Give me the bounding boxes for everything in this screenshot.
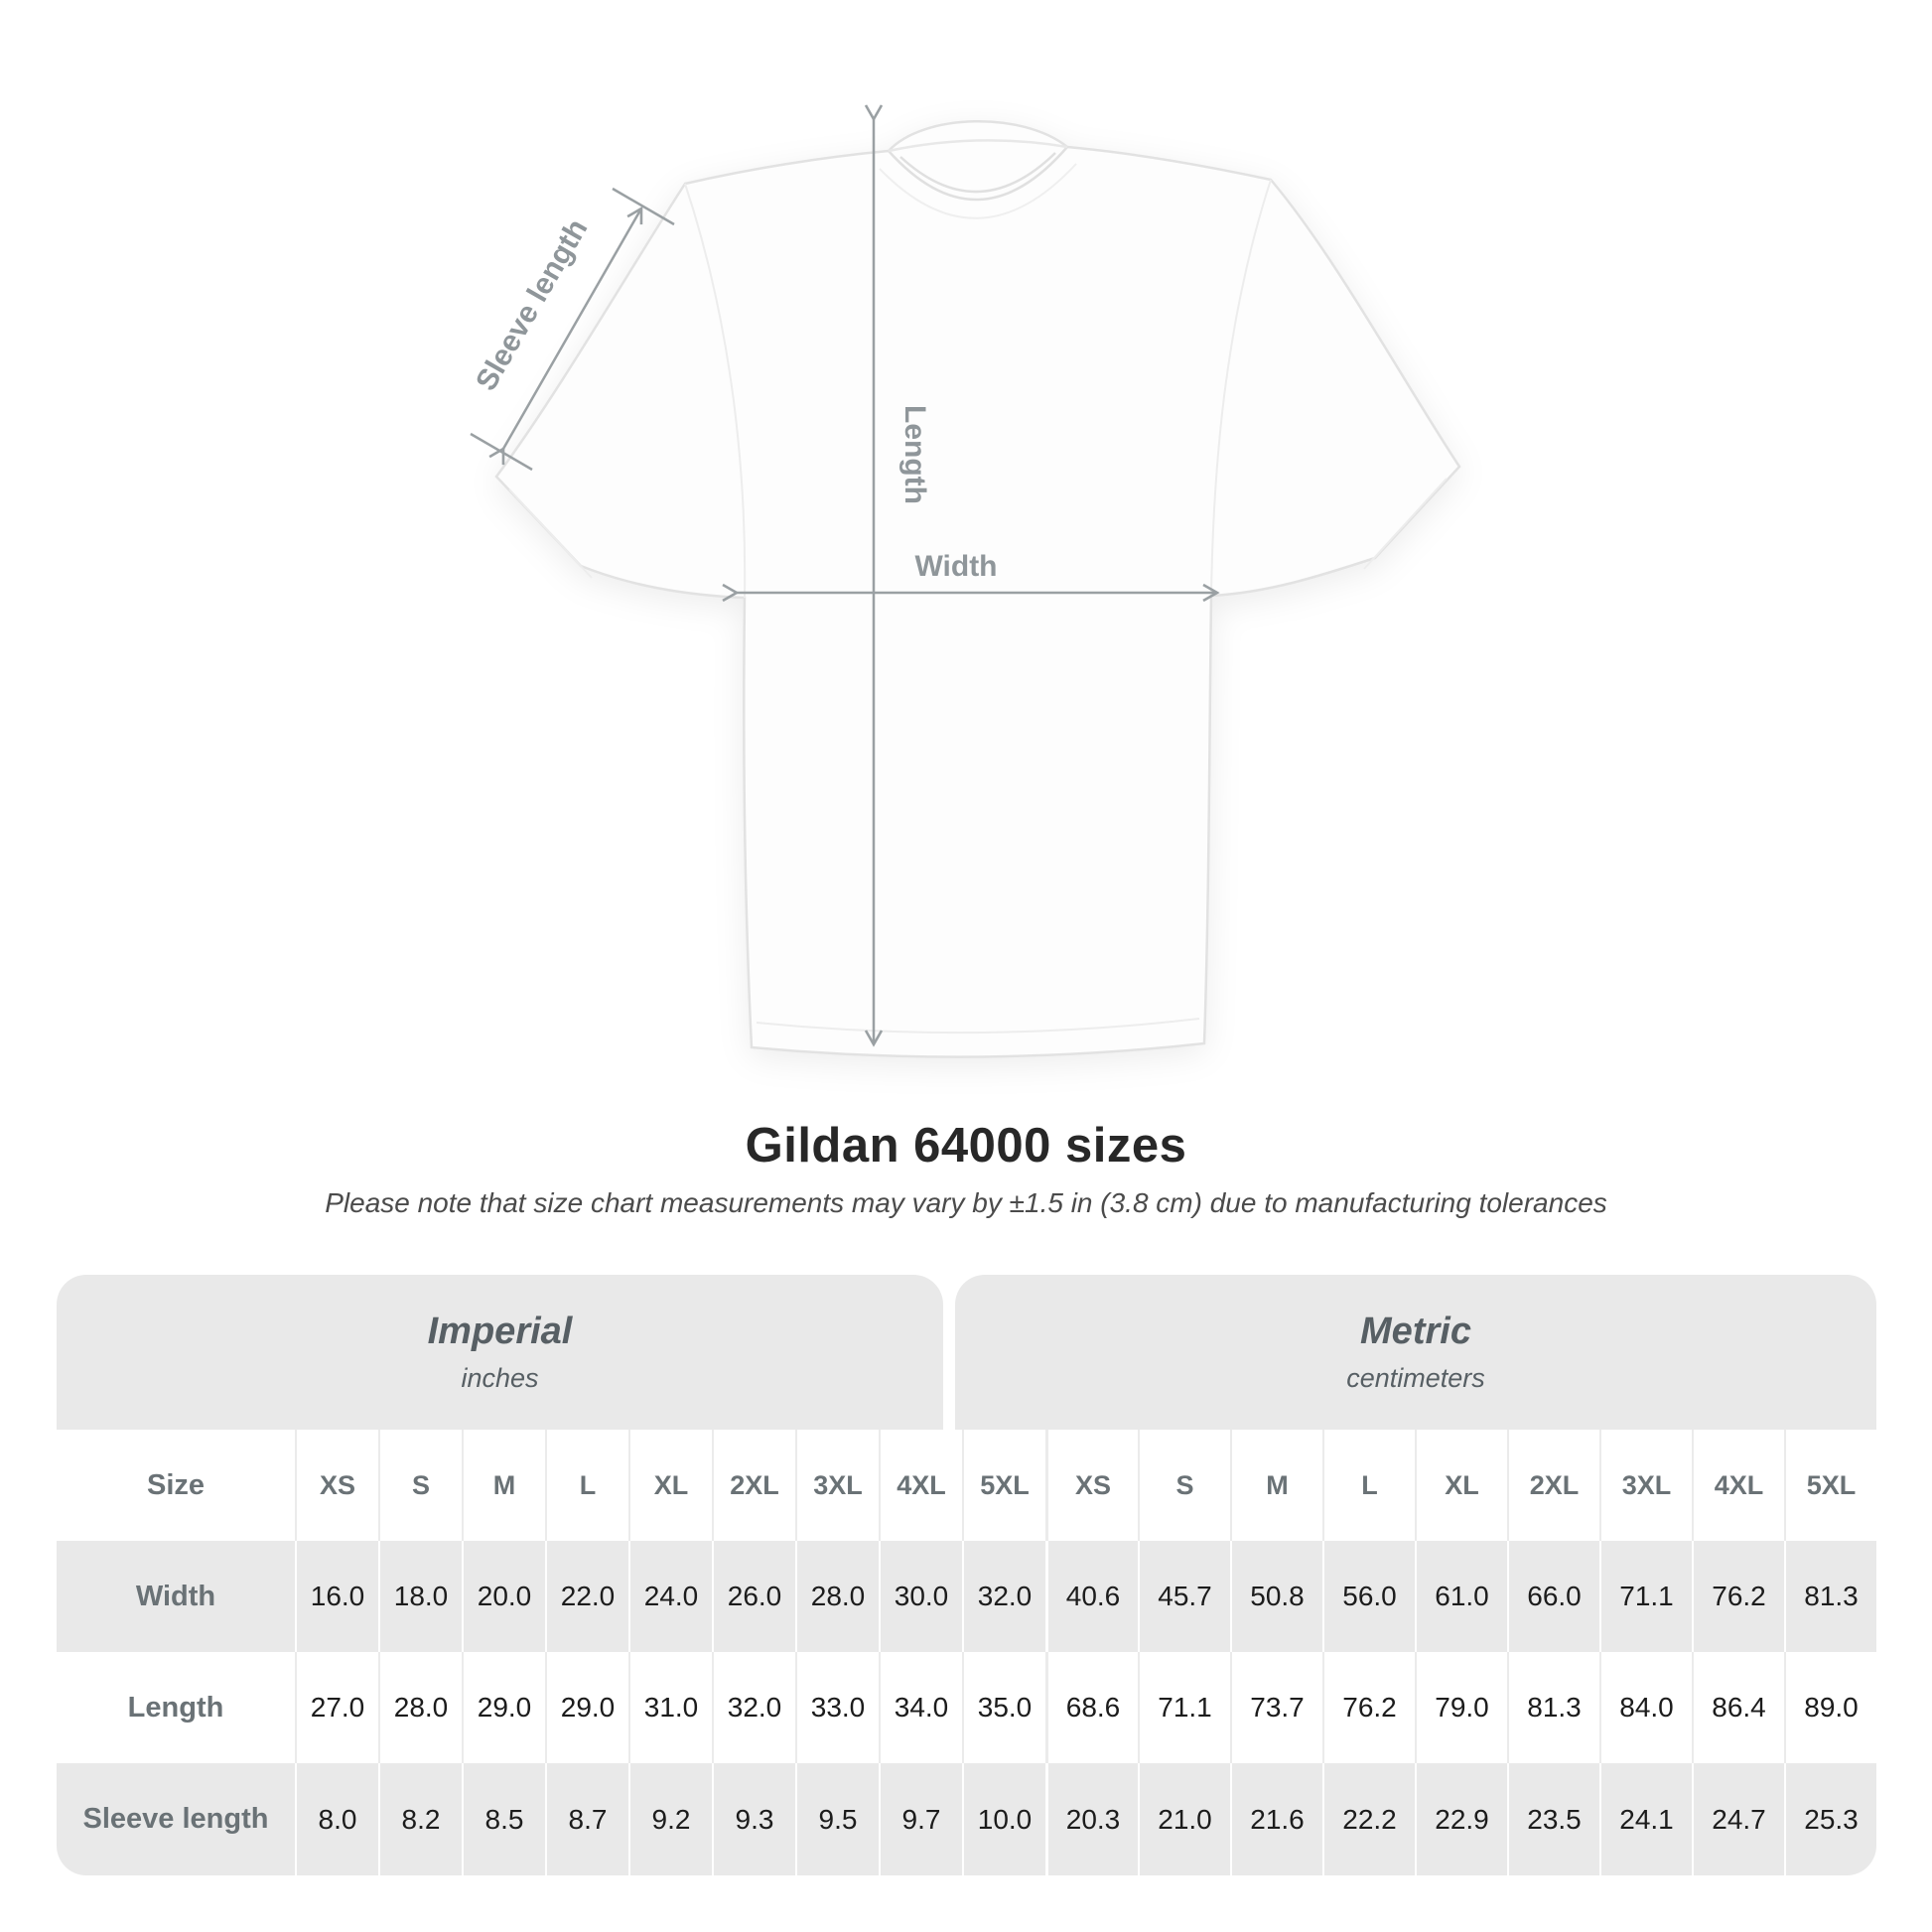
size-header-imperial-s: S	[378, 1430, 462, 1541]
size-header-metric-5xl: 5XL	[1784, 1430, 1876, 1541]
imperial-title: Imperial	[427, 1311, 573, 1352]
size-col-header: Size	[146, 1468, 206, 1501]
value-cell: 31.0	[628, 1652, 712, 1763]
value-cell: 66.0	[1507, 1541, 1599, 1652]
value-cell: 81.3	[1507, 1652, 1599, 1763]
value-cell: 89.0	[1784, 1652, 1876, 1763]
value-cell: 71.1	[1138, 1652, 1230, 1763]
size-header-metric-3xl: 3XL	[1599, 1430, 1692, 1541]
sleeve-tick-top	[613, 189, 674, 224]
value-cell: 79.0	[1415, 1652, 1507, 1763]
value-cell: 28.0	[378, 1652, 462, 1763]
size-header-imperial-xl: XL	[628, 1430, 712, 1541]
value-cell: 20.0	[462, 1541, 545, 1652]
table-body	[57, 1541, 1876, 1875]
size-header-metric-m: M	[1230, 1430, 1322, 1541]
unit-band-row	[57, 1275, 1876, 1430]
value-cell: 9.5	[795, 1763, 879, 1875]
imperial-band	[57, 1275, 943, 1430]
tshirt-body	[496, 121, 1459, 1056]
value-cell: 9.3	[712, 1763, 795, 1875]
size-header-row	[57, 1430, 1876, 1541]
value-cell: 9.7	[879, 1763, 962, 1875]
size-header-metric-s: S	[1138, 1430, 1230, 1541]
value-cell: 8.5	[462, 1763, 545, 1875]
value-cell: 35.0	[962, 1652, 1045, 1763]
value-cell: 68.6	[1045, 1652, 1138, 1763]
size-header-metric-xs: XS	[1045, 1430, 1138, 1541]
metric-band	[955, 1275, 1876, 1430]
value-cell: 86.4	[1692, 1652, 1784, 1763]
value-cell: 76.2	[1322, 1652, 1415, 1763]
length-label: Length	[898, 405, 931, 504]
value-cell: 50.8	[1230, 1541, 1322, 1652]
value-cell: 32.0	[962, 1541, 1045, 1652]
value-cell: 28.0	[795, 1541, 879, 1652]
width-label: Width	[914, 550, 998, 583]
value-cell: 9.2	[628, 1763, 712, 1875]
value-cell: 40.6	[1045, 1541, 1138, 1652]
value-cell: 8.0	[295, 1763, 378, 1875]
value-cell: 24.1	[1599, 1763, 1692, 1875]
tshirt-graphic	[496, 121, 1459, 1056]
value-cell: 81.3	[1784, 1541, 1876, 1652]
value-cell: 16.0	[295, 1541, 378, 1652]
value-cell: 71.1	[1599, 1541, 1692, 1652]
value-cell: 22.9	[1415, 1763, 1507, 1875]
value-cell: 21.6	[1230, 1763, 1322, 1875]
value-cell: 24.0	[628, 1541, 712, 1652]
value-cell: 23.5	[1507, 1763, 1599, 1875]
value-cell: 22.0	[545, 1541, 628, 1652]
page-subtitle: Please note that size chart measurements may vary by ±1.5 in (3.8 cm) due to manufacturing tolerances	[325, 1187, 1607, 1218]
size-table	[57, 1275, 1876, 1875]
value-cell: 22.2	[1322, 1763, 1415, 1875]
value-cell: 30.0	[879, 1541, 962, 1652]
size-header-metric-l: L	[1322, 1430, 1415, 1541]
metric-title: Metric	[1360, 1311, 1471, 1352]
value-cell: 20.3	[1045, 1763, 1138, 1875]
size-header-metric-xl: XL	[1415, 1430, 1507, 1541]
size-header-imperial-m: M	[462, 1430, 545, 1541]
metric-unit: centimeters	[1346, 1363, 1485, 1393]
value-cell: 25.3	[1784, 1763, 1876, 1875]
row-label: Width	[135, 1580, 216, 1612]
value-cell: 29.0	[462, 1652, 545, 1763]
value-cell: 61.0	[1415, 1541, 1507, 1652]
size-header-imperial-l: L	[545, 1430, 628, 1541]
size-header-imperial-5xl: 5XL	[962, 1430, 1045, 1541]
value-cell: 56.0	[1322, 1541, 1415, 1652]
value-cell: 33.0	[795, 1652, 879, 1763]
value-cell: 21.0	[1138, 1763, 1230, 1875]
size-header-imperial-4xl: 4XL	[879, 1430, 962, 1541]
value-cell: 27.0	[295, 1652, 378, 1763]
sleeve-length-label: Sleeve length	[470, 213, 595, 397]
table-row-sleeve-length	[57, 1763, 1876, 1875]
value-cell: 26.0	[712, 1541, 795, 1652]
size-header-metric-4xl: 4XL	[1692, 1430, 1784, 1541]
table-row-width	[57, 1541, 1876, 1652]
value-cell: 45.7	[1138, 1541, 1230, 1652]
size-header-imperial-xs: XS	[295, 1430, 378, 1541]
value-cell: 24.7	[1692, 1763, 1784, 1875]
row-label: Length	[127, 1691, 224, 1724]
row-label: Sleeve length	[82, 1803, 269, 1835]
value-cell: 32.0	[712, 1652, 795, 1763]
table-row-length	[57, 1652, 1876, 1763]
value-cell: 10.0	[962, 1763, 1045, 1875]
value-cell: 76.2	[1692, 1541, 1784, 1652]
value-cell: 18.0	[378, 1541, 462, 1652]
size-header-imperial-2xl: 2XL	[712, 1430, 795, 1541]
size-header-metric-2xl: 2XL	[1507, 1430, 1599, 1541]
value-cell: 8.2	[378, 1763, 462, 1875]
page-title: Gildan 64000 sizes	[745, 1119, 1187, 1173]
size-header-imperial-3xl: 3XL	[795, 1430, 879, 1541]
value-cell: 34.0	[879, 1652, 962, 1763]
value-cell: 8.7	[545, 1763, 628, 1875]
value-cell: 29.0	[545, 1652, 628, 1763]
imperial-unit: inches	[461, 1363, 539, 1393]
value-cell: 84.0	[1599, 1652, 1692, 1763]
value-cell: 73.7	[1230, 1652, 1322, 1763]
